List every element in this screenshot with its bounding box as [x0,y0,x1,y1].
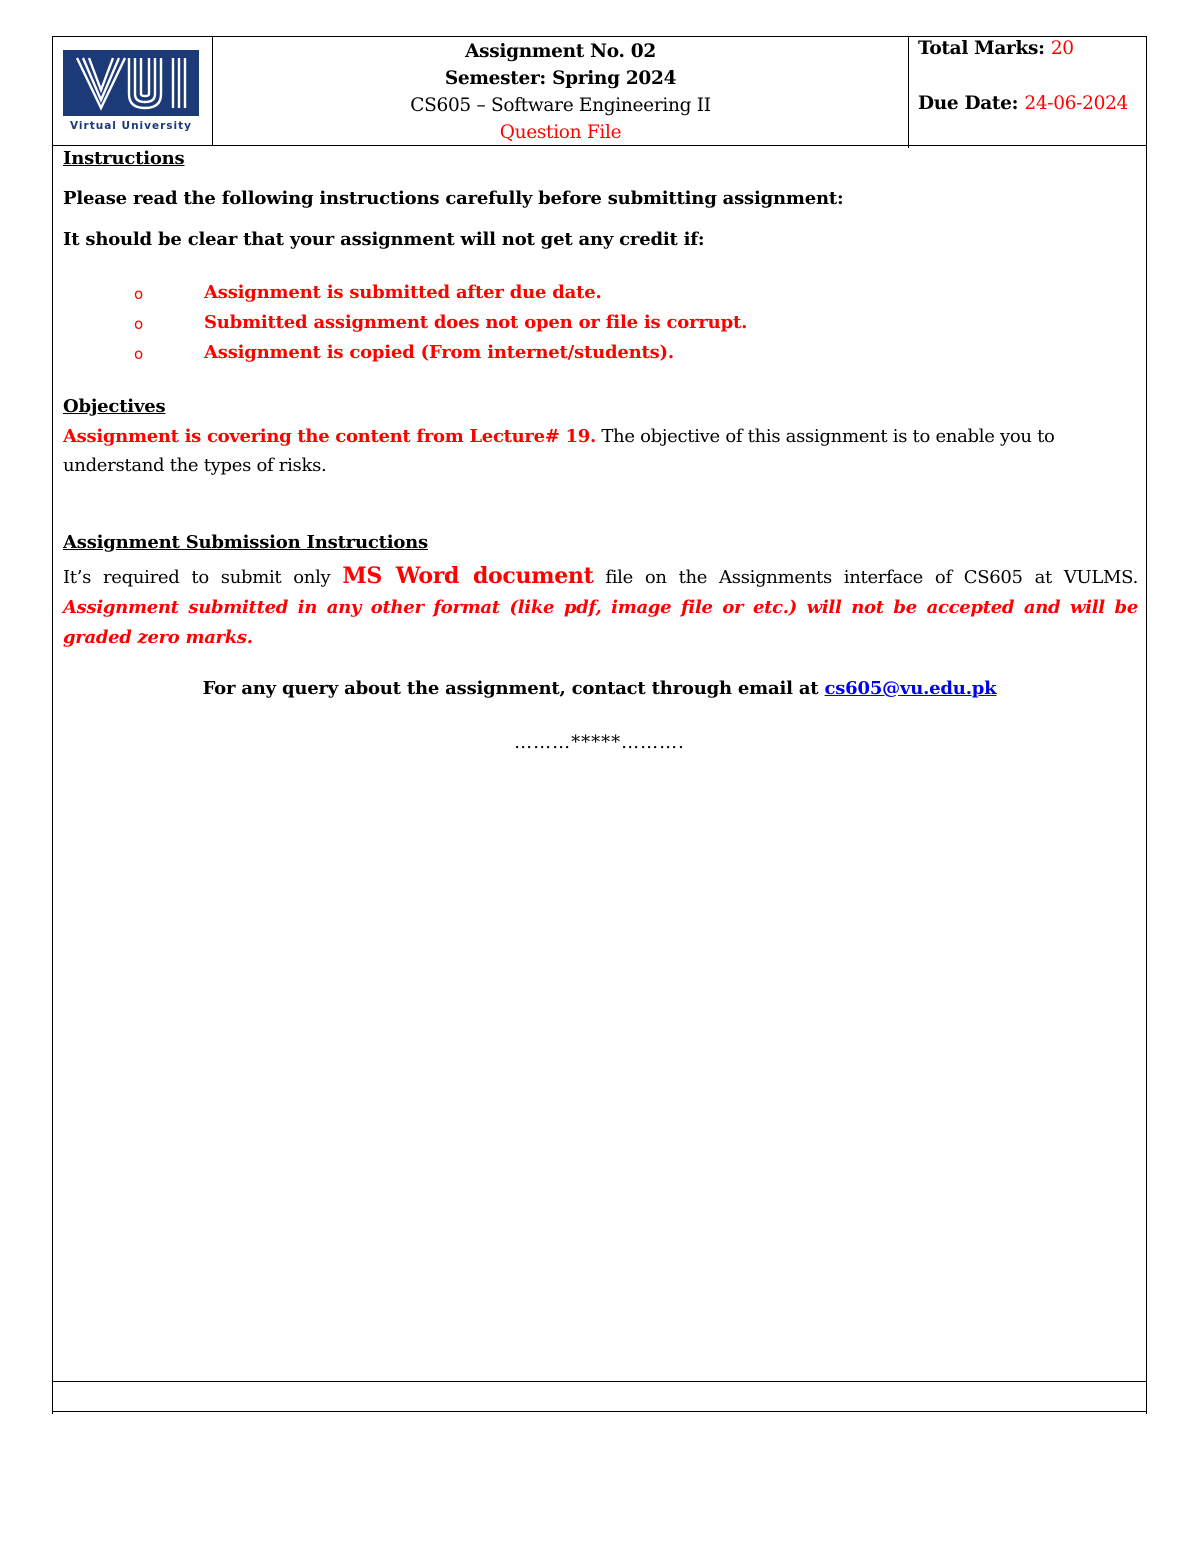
vu-logo [63,50,199,134]
page-border-left [52,36,53,1414]
contact-text: For any query about the assignment, contact through email at [202,678,825,699]
objectives-highlight: Assignment is covering the content from Lecture# 19. [63,426,596,447]
bullet-icon: o [134,345,143,363]
instructions-heading: Instructions [63,148,185,169]
submission-warning: Assignment submitted in any other format (like pdf, image file or etc.) will not be accepted and will be graded zero marks. [63,597,1138,648]
instructions-line-2: It should be clear that your assignment will not get any credit if: [63,229,705,250]
submission-text-before: It’s required to submit only [63,567,343,588]
separator: ………*****………. [514,732,685,753]
objectives-text: The objective of this assignment is to enable you to understand the types of risks. [63,426,1055,476]
submission-text-after: file on the Assignments interface of CS605 at VULMS. [593,567,1138,588]
instructions-line-1: Please read the following instructions carefully before submitting assignment: [63,188,844,209]
objectives-heading: Objectives [63,396,166,417]
page-border-right [1146,36,1147,1414]
submission-paragraph [63,561,1138,653]
bullet-icon: o [134,315,143,333]
objectives-paragraph [63,422,1138,480]
contact-email-link[interactable]: cs605@vu.edu.pk [824,678,997,699]
list-item-text: Submitted assignment does not open or file is corrupt. [204,312,748,333]
due-date-label: Due Date: [918,93,1019,114]
total-marks-label: Total Marks: [918,38,1045,59]
file-type: Question File [499,122,622,143]
list-item-text: Assignment is submitted after due date. [204,282,602,303]
bullet-icon: o [134,285,143,303]
header-title-block [213,38,908,146]
footer-border-top [52,1381,1147,1382]
vu-logo-mark [63,50,199,116]
logo-cell [53,37,212,145]
assignment-number: Assignment No. 02 [465,41,656,62]
due-date [918,93,1128,114]
course-title: CS605 – Software Engineering II [410,95,711,116]
semester: Semester: Spring 2024 [444,68,677,89]
submission-heading: Assignment Submission Instructions [63,532,428,553]
logo-caption: Virtual University [69,120,192,132]
total-marks-value: 20 [1050,38,1074,59]
list-item-text: Assignment is copied (From internet/students). [204,342,674,363]
footer-border-bottom [52,1411,1147,1412]
total-marks [918,38,1074,59]
contact-line [53,678,1146,699]
header-divider-marks [908,36,909,148]
header-border-top [212,36,1147,37]
due-date-value: 24-06-2024 [1024,93,1129,114]
submission-emphasis: MS Word document [342,563,594,589]
